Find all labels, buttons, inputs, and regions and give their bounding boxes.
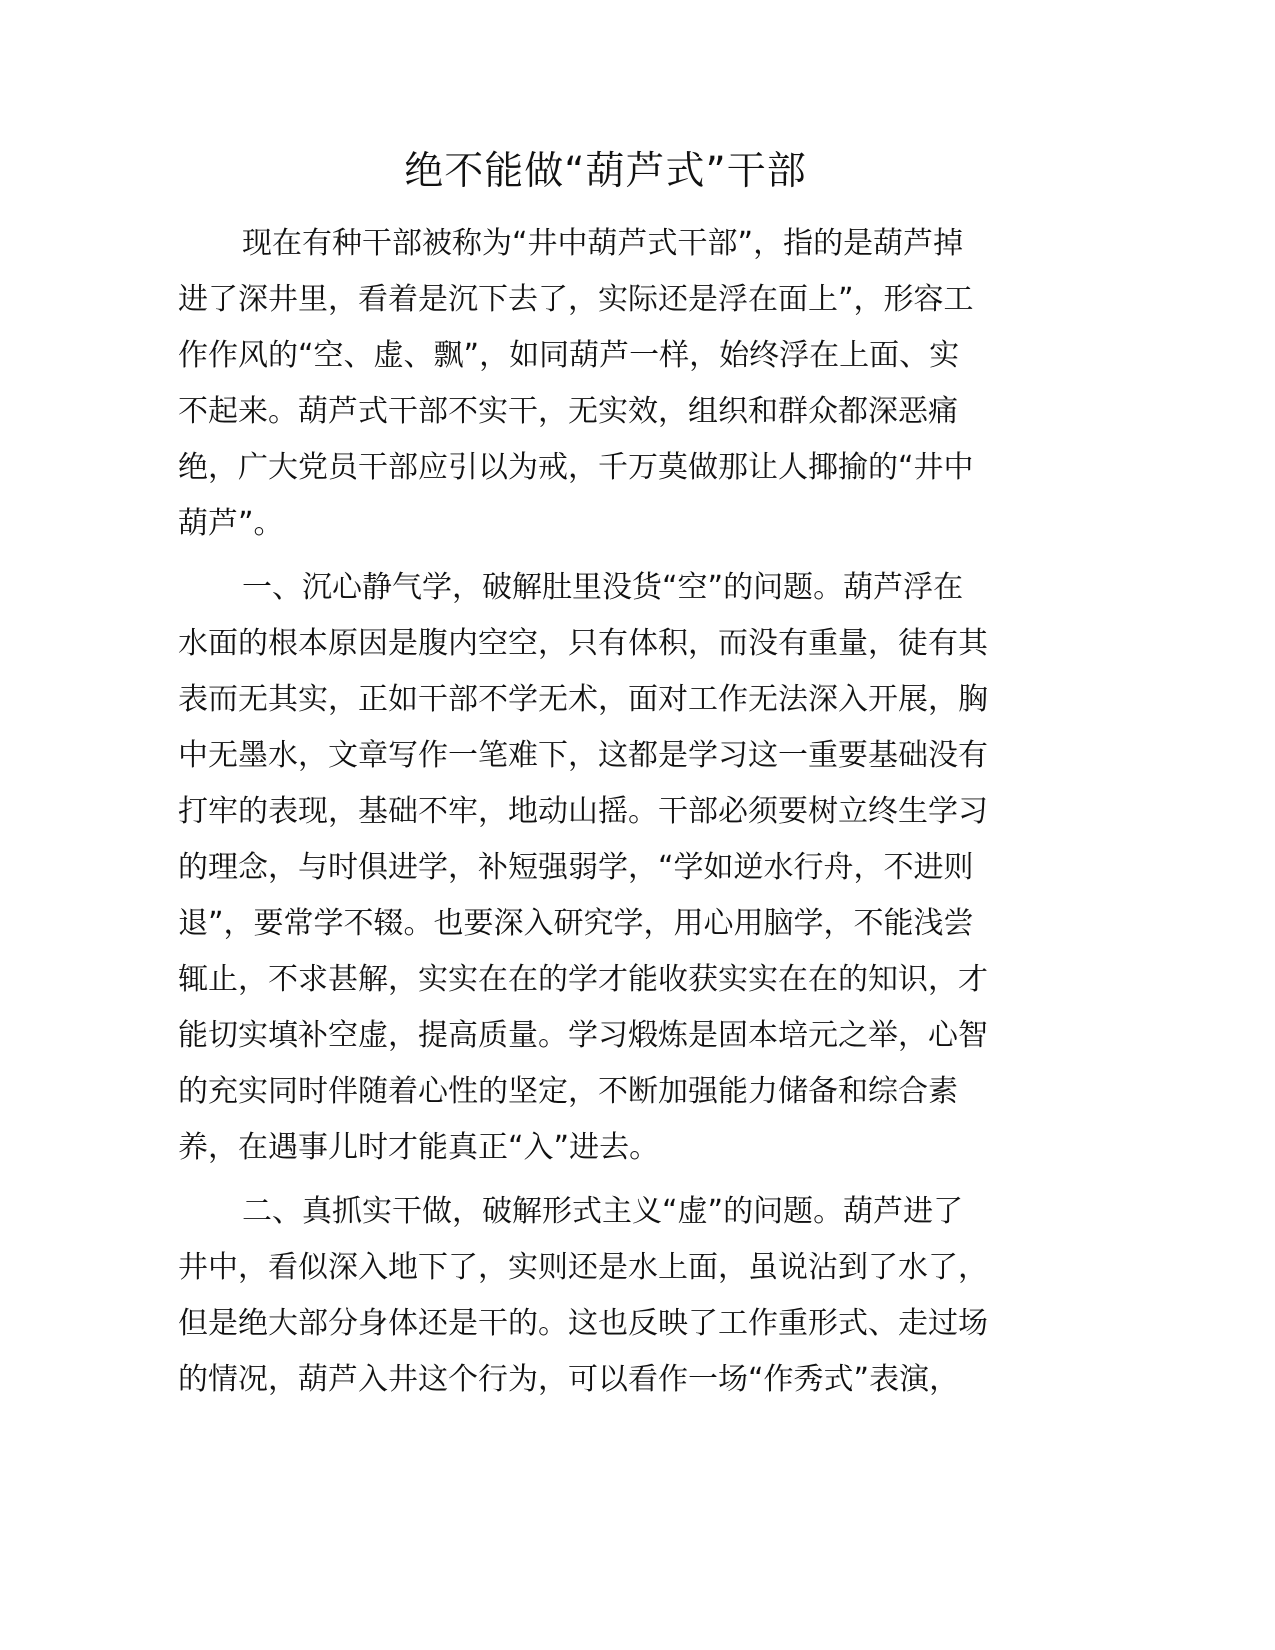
text-line: 现在有种干部被称为“井中葫芦式干部”，指的是葫芦掉 xyxy=(242,226,964,261)
text-line: 表而无其实，正如干部不学无术，面对工作无法深入开展，胸 xyxy=(178,682,988,717)
text-line: 的情况，葫芦入井这个行为，可以看作一场“作秀式”表演， xyxy=(178,1362,960,1397)
text-line: 绝，广大党员干部应引以为戒，千万莫做那让人揶揄的“井中 xyxy=(178,450,974,485)
paragraph-section-one xyxy=(178,560,1038,1176)
text-line: 井中，看似深入地下了，实则还是水上面，虽说沾到了水了， xyxy=(178,1250,988,1285)
document-title: 绝不能做“葫芦式”干部 xyxy=(404,149,807,194)
text-line: 的理念，与时俱进学，补短强弱学，“学如逆水行舟，不进则 xyxy=(178,850,974,885)
text-line: 不起来。葫芦式干部不实干，无实效，组织和群众都深恶痛 xyxy=(178,394,958,429)
text-line: 但是绝大部分身体还是干的。这也反映了工作重形式、走过场 xyxy=(178,1306,988,1341)
paragraph-section-two xyxy=(178,1184,1038,1408)
text-line: 二、真抓实干做，破解形式主义“虚”的问题。葫芦进了 xyxy=(242,1194,964,1229)
text-line: 养，在遇事儿时才能真正“入”进去。 xyxy=(178,1130,660,1165)
text-line: 葫芦”。 xyxy=(178,506,284,541)
text-line: 的充实同时伴随着心性的坚定，不断加强能力储备和综合素 xyxy=(178,1074,958,1109)
text-line: 水面的根本原因是腹内空空，只有体积，而没有重量，徒有其 xyxy=(178,626,988,661)
text-line: 作作风的“空、虚、飘”，如同葫芦一样，始终浮在上面、实 xyxy=(178,338,960,373)
text-line: 能切实填补空虚，提高质量。学习煅炼是固本培元之举，心智 xyxy=(178,1018,988,1053)
paragraph-intro xyxy=(178,216,1038,552)
text-line: 中无墨水，文章写作一笔难下，这都是学习这一重要基础没有 xyxy=(178,738,988,773)
text-line: 辄止，不求甚解，实实在在的学才能收获实实在在的知识，才 xyxy=(178,962,988,997)
text-line: 退”，要常学不辍。也要深入研究学，用心用脑学，不能浅尝 xyxy=(178,906,974,941)
text-line: 一、沉心静气学，破解肚里没货“空”的问题。葫芦浮在 xyxy=(242,570,964,605)
text-line: 打牢的表现，基础不牢，地动山摇。干部必须要树立终生学习 xyxy=(178,794,988,829)
text-line: 进了深井里，看着是沉下去了，实际还是浮在面上”，形容工 xyxy=(178,282,974,317)
